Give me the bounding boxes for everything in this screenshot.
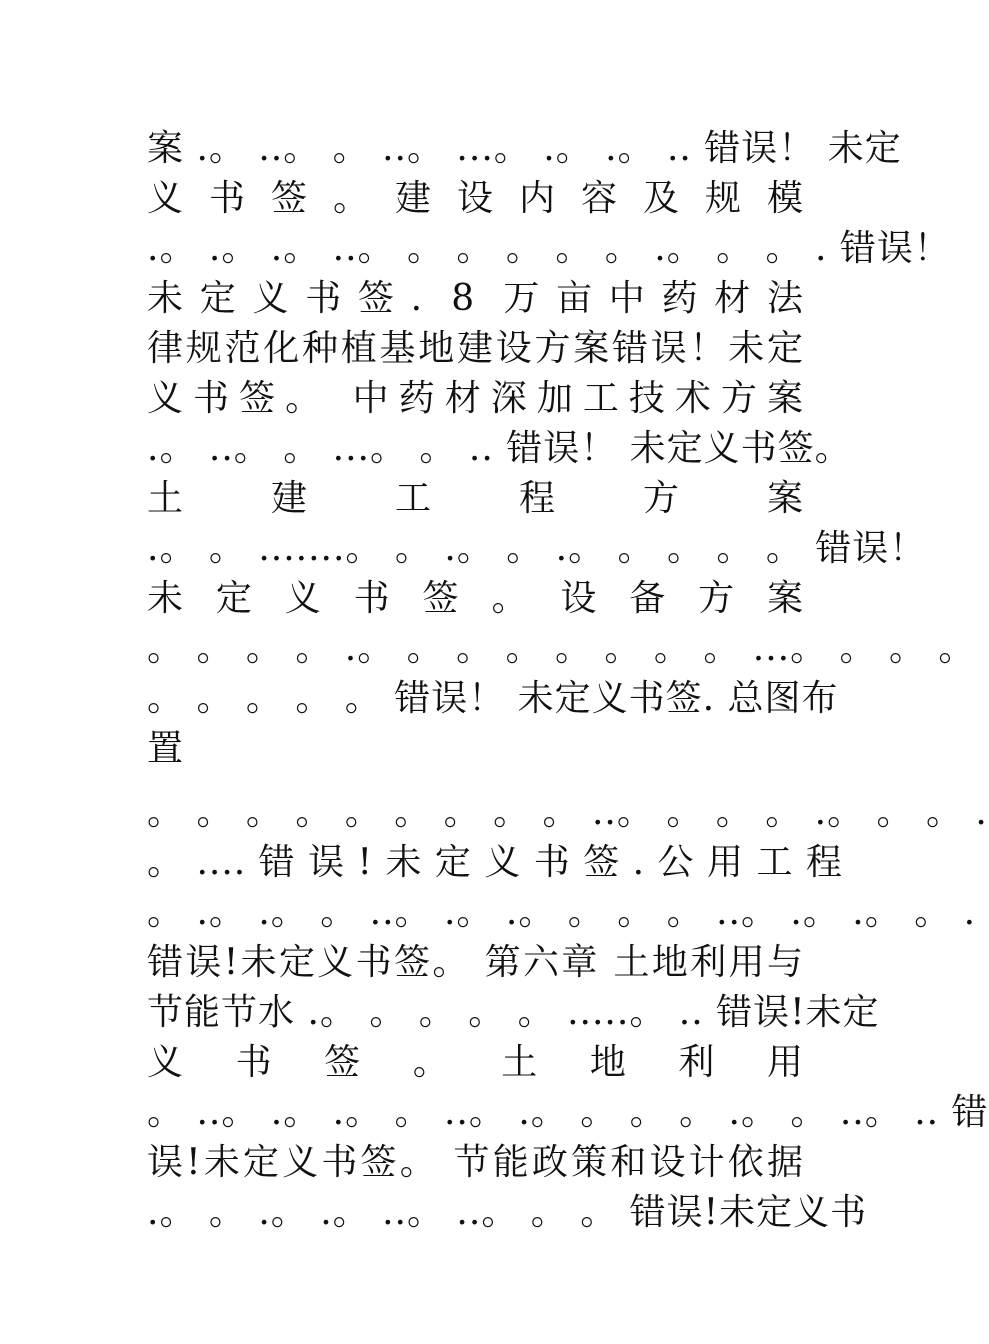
text-line-9: .。 。 .......。 。 .。 。 .。 。 。 。 。 错误！ (147, 528, 927, 569)
text-line-18: 节能节水 .。 。 。 。 。 .....。 .. 错误!未定 (147, 992, 880, 1033)
text-line-19: 义 书 签 。 土 地 利 用 (147, 1042, 804, 1083)
document-body (147, 124, 989, 1238)
text-line-17: 错误!未定义书签。 第六章 土地利用与 (147, 942, 804, 983)
text-line-8: 土 建 工 程 方 案 (147, 478, 804, 519)
text-line-7: .。 ..。 。 ...。 。 .. 错误！ 未定义书签。 (147, 428, 852, 469)
text-line-6: 义书签。 中药材深加工技术方案 (147, 378, 804, 419)
text-line-10: 未 定 义 书 签 。 设 备 方 案 (147, 578, 804, 619)
text-line-2: 义 书 签 。 建 设 内 容 及 规 模 (147, 178, 804, 219)
text-line-4: 未定义书签. 8 万亩中药材法 (147, 278, 804, 319)
text-line-11: 。 。 。 。 .。 。 。 。 。 。 。 。 ...。 。 。 。 (147, 628, 976, 669)
text-line-12: 。 。 。 。 。 错误！ 未定义书签. 总图布 (147, 678, 839, 719)
text-line-20: 。 ..。 .。 .。 。 ..。 .。 。 。 。 .。 。 ..。 .. 错 (147, 1092, 989, 1133)
text-line-13: 置 (147, 728, 185, 769)
text-line-15: 。 .... 错 误 ! 未 定 义 书 签 . 公 用 工 程 (147, 842, 843, 883)
text-line-1: 案 .。 ..。 。 ..。 ...。 .。 .。 .. 错误！ 未定 (147, 128, 902, 169)
text-line-22: .。 。 .。 .。 ..。 ..。 。 。 错误!未定义书 (147, 1192, 868, 1233)
text-line-16: 。 .。 .。 。 ..。 .。 .。 。 。 。 ..。 .。 .。 。 . (147, 892, 977, 933)
text-line-3: .。 .。 .。 ..。 。 。 。 。 。 .。 。 。 . 错误！ (147, 228, 951, 269)
text-line-14: 。 。 。 。 。 。 。 。 。 ..。 。 。 。 .。 。 。 . (147, 792, 988, 833)
text-line-21: 误!未定义书签。 节能政策和设计依据 (147, 1142, 804, 1183)
text-line-5: 律规范化种植基地建设方案错误！未定 (147, 328, 804, 369)
